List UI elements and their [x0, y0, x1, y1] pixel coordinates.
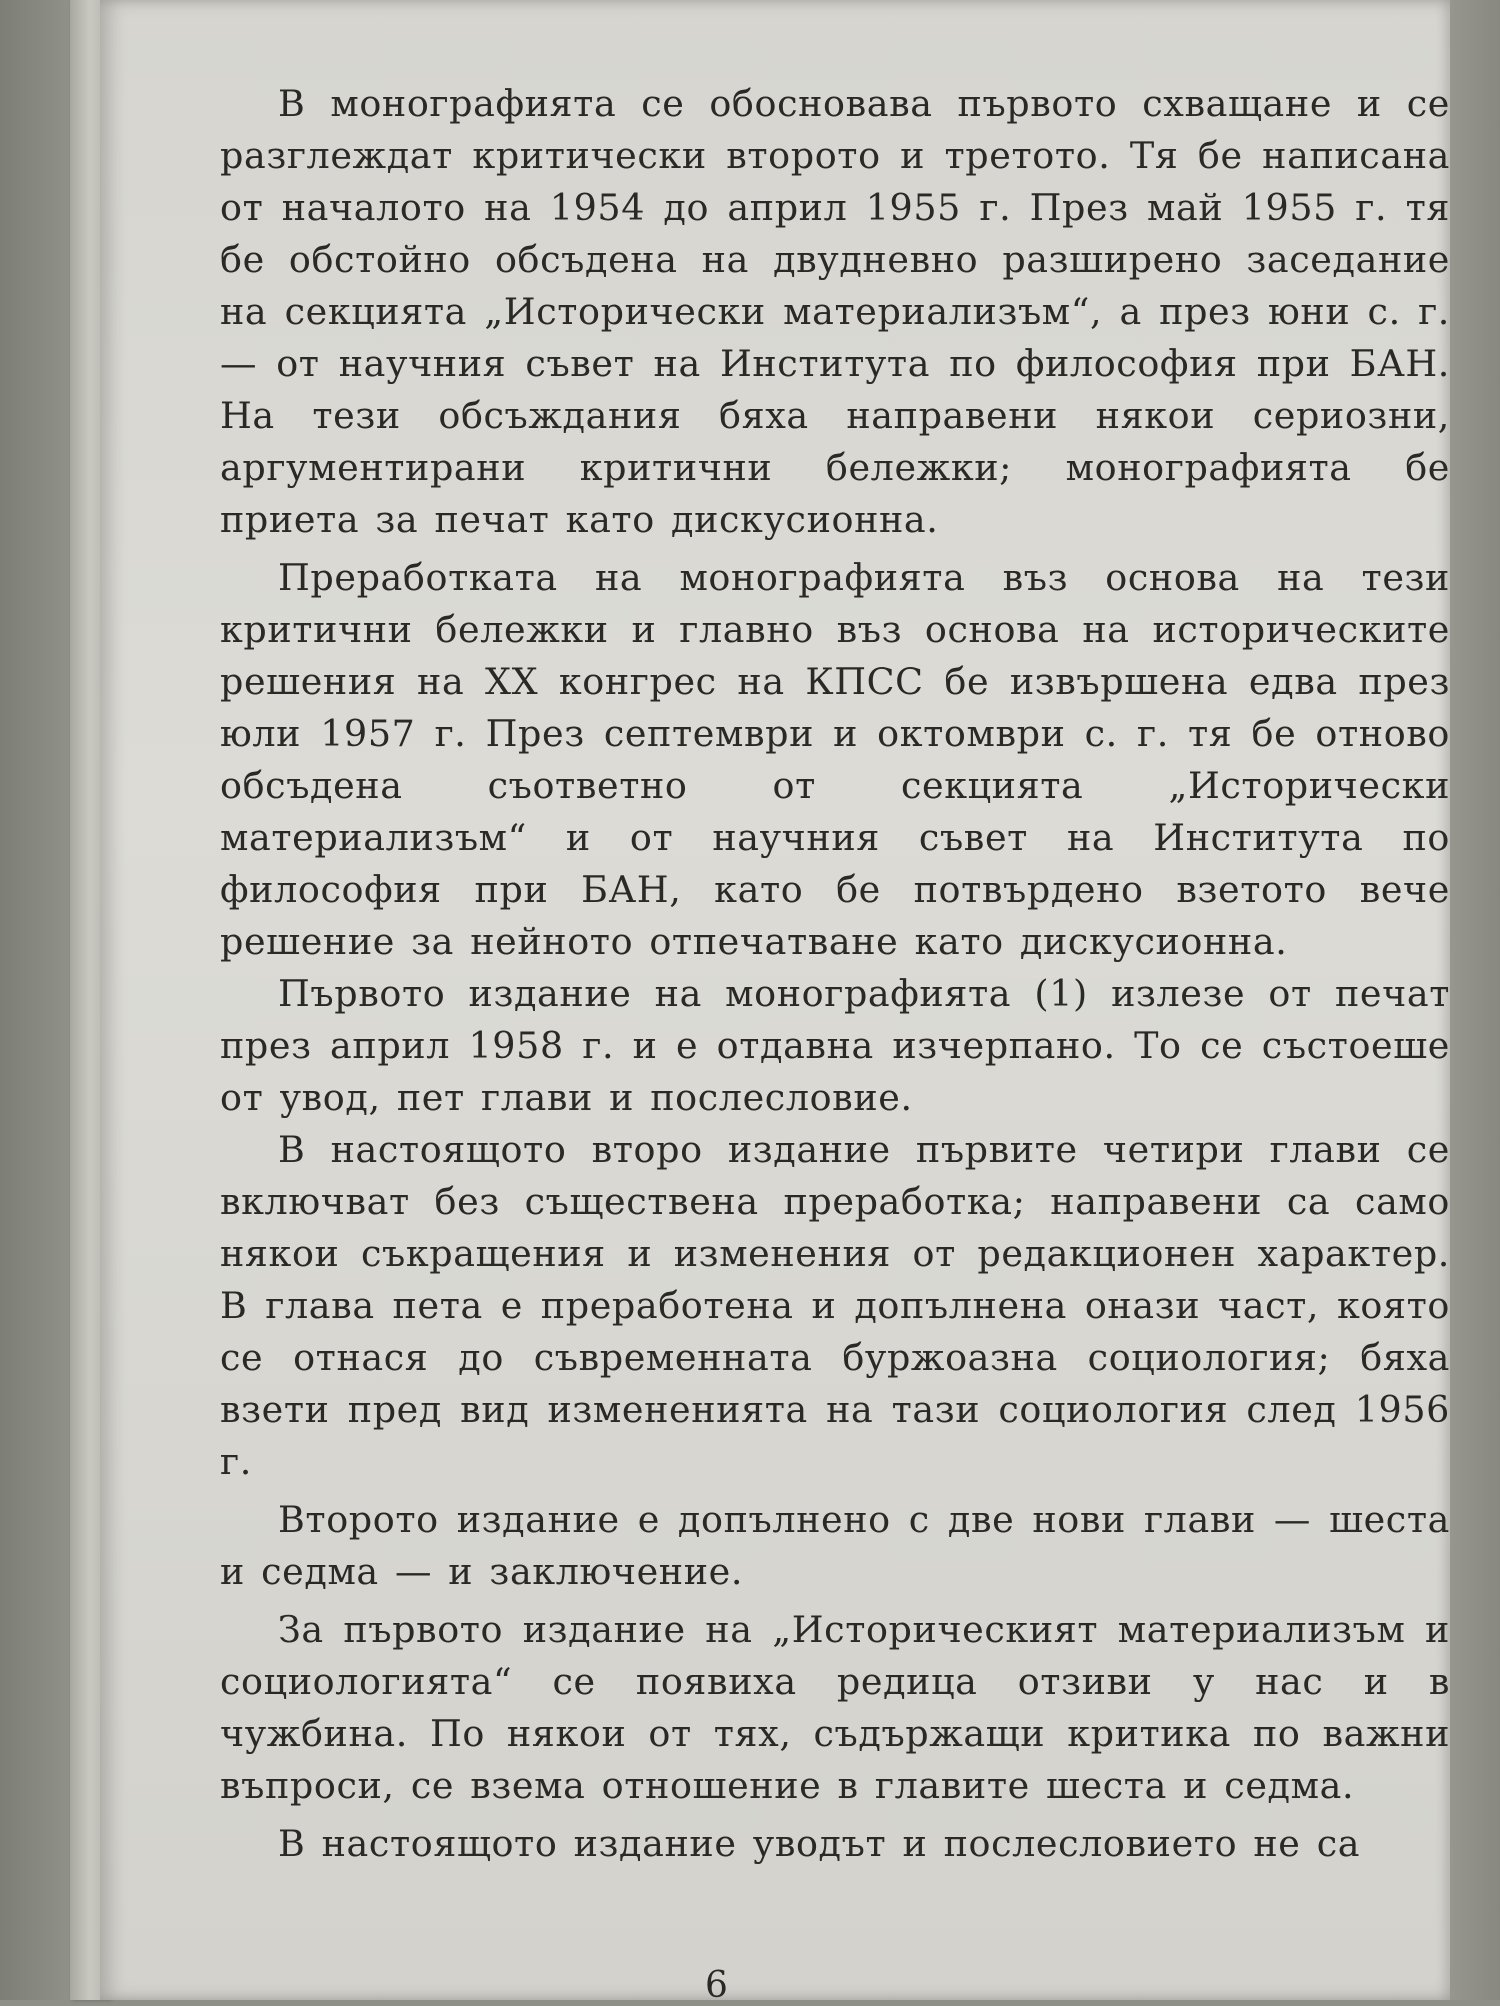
paragraph: Първото издание на монографията (1) излезе от печат през април 1958 г. и е отдавна изчерпано. То се състоеше от увод, пет глави и послесловие. — [220, 972, 1450, 1119]
paragraph: В настоящото издание уводът и послесловието не са — [278, 1822, 1361, 1865]
paragraph: Второто издание е допълнено с две нови глави — шеста и седма — и заключение. — [220, 1498, 1450, 1593]
page-number: 6 — [705, 1965, 728, 2006]
paragraph: В монографията се обосновава първото схващане и се разглеждат критически второто и третото. Тя бе написана от началото на 1954 до април 1955 г. През май 1955 г. тя бе обстойно обсъдена на двудневно разширено заседание на секцията „Исторически материализъм“, а през юни с. г. — от научния съвет на Института по философия при БАН. На тези обсъждания бяха направени някои сериозни, аргументирани критични бележки; монографията бе приета за печат като дискусионна. — [220, 82, 1450, 541]
paragraph: В настоящото второ издание първите четири глави се включват без съществена преработка; направени са само някои съкращения и изменения от редакционен характер. В глава пета е преработена и допълнена онази част, която се отнася до съвременната буржоазна социология; бяха взети пред вид измененията на тази социология след 1956 г. — [220, 1128, 1450, 1483]
paragraph: Преработката на монографията въз основа на тези критични бележки и главно въз основа на историческите решения на XX конгрес на КПСС бе извършена едва през юли 1957 г. През септември и октомври с. г. тя бе отново обсъдена съответно от секцията „Исторически материализъм“ и от научния съвет на Института по философия при БАН, като бе потвърдено взетото вече решение за нейното отпечатване като дискусионна. — [220, 556, 1450, 963]
paragraph: За първото издание на „Историческият материализъм и социологията“ се появиха редица отзиви у нас и в чужбина. По някои от тях, съдържащи критика по важни въпроси, се взема отношение в главите шеста и седма. — [220, 1608, 1450, 1807]
book-page — [100, 0, 1450, 2006]
body-text — [220, 78, 1450, 1870]
